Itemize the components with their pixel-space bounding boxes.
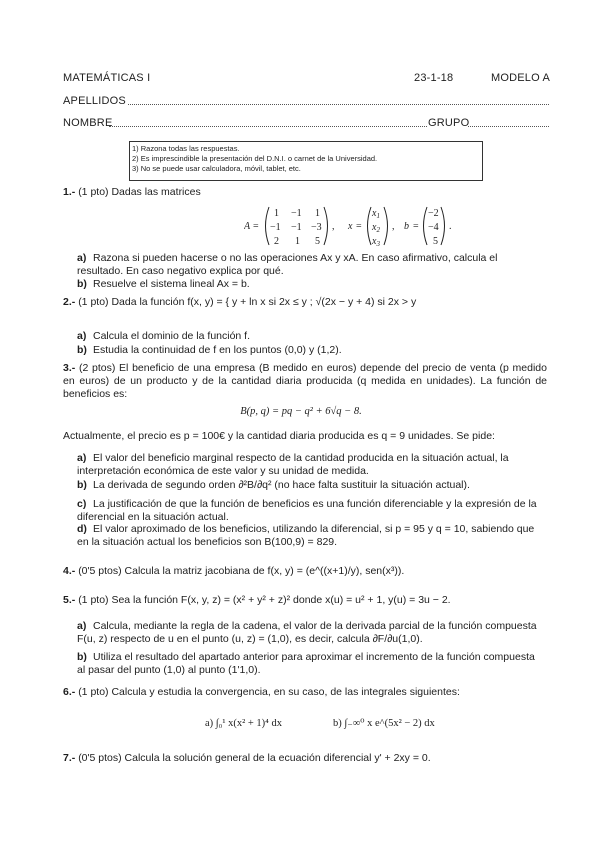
q3-part-a: a) El valor del beneficio marginal respecto de la cantidad producida en la situación actual, la interpretación económica de este valor y su unidad de medida. [77,452,509,477]
q3-d-text: El valor aproximado de los beneficios, utilizando la diferencial, si p = 95 y q = 10, sabiendo que en la situación actual los beneficios son B(100,9) = 829. [77,523,535,548]
q5-part-b: b) Utiliza el resultado del apartado anterior para aproximar el incremento de la función compuesta al pasar del punto (1,0) al punto (1'1,0). [77,651,535,676]
svg-text:x1: $x_1$ [372,208,380,220]
question-4 [63,565,547,578]
question-number: 3.- [63,362,76,374]
q3-current-situation: Actualmente, el precio es p = 100€ y la cantidad diaria producida es q = 9 unidades. Se pide: [63,430,495,442]
question-text: (1 pto) Calcula y estudia la convergencia, en su caso, de las integrales siguientes: [78,686,460,698]
question-2 [63,296,543,309]
svg-text:x: x [348,221,353,232]
q1-b-text: Resuelve el sistema lineal Ax = b. [93,278,250,290]
q3-b-text: La derivada de segundo orden ∂²B/∂q² (no hace falta sustituir la situación actual). [93,479,470,491]
svg-text:b: b [404,221,409,232]
q3-part-b: b) La derivada de segundo orden ∂²B/∂q² (no hace falta sustituir la situación actual). [77,479,470,491]
svg-text:=: = [413,221,419,232]
q1-part-a: a) Razona si pueden hacerse o no las operaciones Ax y xA. En caso afirmativo, calcula el resultado. En caso negativo explica por qué. [77,252,498,277]
svg-text:1: 1 [274,208,279,219]
q1-part-b: b) Resuelve el sistema lineal Ax = b. [77,278,250,290]
q2-part-a: a) Calcula el dominio de la función f. [77,330,251,342]
benefit-formula: B(p, q) = pq − q² + 6√q − 8. [240,406,362,417]
svg-text:A: A [244,221,251,232]
q3-c-text: La justificación de que la función de beneficios es una función diferenciable y la expresión de la diferencial en la situación actual. [77,498,537,523]
grupo-label: GRUPO [428,117,470,129]
question-number: 4.- [63,565,76,577]
q1-a-text: Razona si pueden hacerse o no las operaciones Ax y xA. En caso afirmativo, calcula el resultado. En caso negativo explica por qué. [77,252,498,277]
integral-b: b) ∫₋∞⁰ x e^(5x² − 2) dx [333,718,435,729]
integral-a: a) ∫₀¹ x(x² + 1)⁴ dx [205,718,282,729]
svg-text:.: . [449,221,452,232]
exam-date: 23-1-18 [414,72,454,84]
svg-text:x2: $x_2$ [372,222,380,234]
question-1 [63,186,201,199]
matrices [244,204,544,248]
question-3 [63,362,547,401]
apellidos-field[interactable] [128,104,549,105]
question-text: (0'5 ptos) Calcula la solución general de la ecuación diferencial y' + 2xy = 0. [78,752,431,764]
exam-model: MODELO A [491,72,551,84]
q5-b-text: Utiliza el resultado del apartado anterior para aproximar el incremento de la función compuesta al pasar del punto (1,0) al punto (1'1,0). [77,651,535,676]
question-5 [63,594,547,607]
svg-text:−1: −1 [291,222,302,233]
svg-text:−1: −1 [270,222,281,233]
q5-part-a: a) Calcula, mediante la regla de la cadena, el valor de la derivada parcial de la función compuesta F(u, z) respecto de u en el punto (u, z) = (1,0), es decir, calcula ∂F/∂u(1,0). [77,620,537,645]
svg-text:−2: −2 [428,208,439,219]
apellidos-label: APELLIDOS [63,95,126,107]
svg-text:=: = [253,221,259,232]
svg-text:,: , [332,221,335,232]
question-text: (1 pto) Dadas las matrices [78,186,201,198]
question-7 [63,752,547,765]
q3-part-c: c) La justificación de que la función de beneficios es una función diferenciable y la expresión de la diferencial en la situación actual. [77,498,537,523]
question-text: (0'5 ptos) Calcula la matriz jacobiana de f(x, y) = (e^((x+1)/y), sen(x³)). [78,565,405,577]
question-number: 1.- [63,186,76,198]
question-6 [63,686,547,699]
question-text: (1 pto) Sea la función F(x, y, z) = (x² + y² + z)² donde x(u) = u² + 1, y(u) = 3u − 2. [78,594,451,606]
subject-title: MATEMÁTICAS I [63,72,151,84]
question-number: 2.- [63,296,76,308]
question-number: 5.- [63,594,76,606]
svg-text:5: 5 [315,236,320,247]
svg-text:−4: −4 [428,222,439,233]
grupo-field[interactable] [468,126,549,127]
q3-part-d: d) El valor aproximado de los beneficios, utilizando la diferencial, si p = 95 y q = 10, sabiendo que en la situación actual los beneficios son B(100,9) = 829. [77,523,535,548]
nombre-label: NOMBRE [63,117,113,129]
rules-box [129,141,483,181]
question-text: (2 ptos) El beneficio de una empresa (B medido en euros) depende del precio de venta (p medido en euros) de un producto y de la cantidad diaria producida (q medida en unidades). La función de beneficios es: [63,362,547,400]
q2-b-text: Estudia la continuidad de f en los puntos (0,0) y (1,2). [93,344,342,356]
rule-3: 3) No se puede usar calculadora, móvil, tablet, etc. [132,164,301,173]
q3-a-text: El valor del beneficio marginal respecto de la cantidad producida en la situación actual, la interpretación económica de este valor y su unidad de medida. [77,452,509,477]
q5-a-text: Calcula, mediante la regla de la cadena, el valor de la derivada parcial de la función compuesta F(u, z) respecto de u en el punto (u, z) = (1,0), es decir, calcula ∂F/∂u(1,0). [77,620,537,645]
svg-text:,: , [392,221,395,232]
svg-text:1: 1 [295,236,300,247]
matrices-drawing [244,204,544,248]
svg-text:5: 5 [433,236,438,247]
q2-a-text: Calcula el dominio de la función f. [93,330,251,342]
question-text: (1 pto) Dada la función f(x, y) = { y + ln x si 2x ≤ y ; √(2x − y + 4) si 2x > y [78,296,417,308]
question-number: 7.- [63,752,76,764]
svg-text:−1: −1 [291,208,302,219]
svg-text:2: 2 [274,236,279,247]
q2-part-b: b) Estudia la continuidad de f en los puntos (0,0) y (1,2). [77,344,342,356]
question-number: 6.- [63,686,76,698]
rule-1: 1) Razona todas las respuestas. [132,144,240,153]
svg-text:=: = [356,221,362,232]
rule-2: 2) Es imprescindible la presentación del D.N.I. o carnet de la Universidad. [132,154,378,163]
svg-text:1: 1 [315,208,320,219]
svg-text:−3: −3 [311,222,322,233]
nombre-field[interactable] [109,126,427,127]
svg-text:x3: $x_3$ [372,236,380,248]
